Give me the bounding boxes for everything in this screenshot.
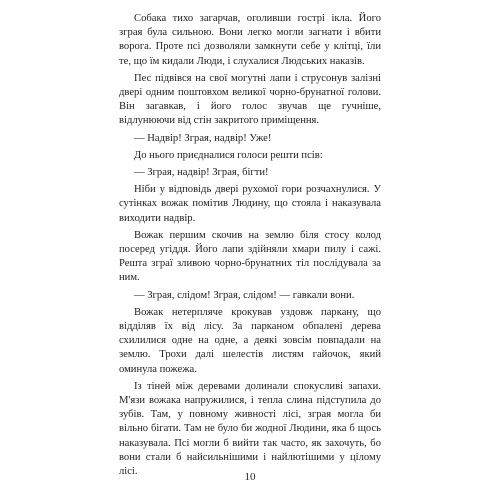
page-number: 10	[244, 471, 256, 483]
paragraph: Пес підвівся на свої могутні лапи і струсонув залізні двері одним поштовхом великої чорно-брунатної голови. Він загавкав, і його голос звучав ще гучніше, відлунюючи від стін закритого приміщення.	[119, 72, 381, 127]
paragraph: Вожак першим скочив на землю біля стосу колод посеред угіддя. Його лапи здійняли хмари пилу і сажі. Решта зграї зливою чорно-брунатних тіл послідувала за ним.	[119, 229, 381, 284]
body-text	[119, 12, 381, 482]
paragraph: До нього приєдналися голоси решти псів:	[134, 149, 323, 161]
paragraph: Ніби у відповідь двері рухомої гори розчахнулися. У сутінках вожак помітив Людину, що стояла і наказувала виходити надвір.	[119, 184, 381, 224]
dialogue-line: — Зграя, слідом! Зграя, слідом! — гавкали вони.	[134, 289, 355, 301]
dialogue-line: — Надвір! Зграя, надвір! Уже!	[134, 132, 272, 144]
dialogue-line: — Зграя, надвір! Зграя, бігти!	[134, 167, 269, 179]
paragraph: Собака тихо загарчав, оголивши гострі ікла. Його зграя була сильною. Вони легко могли загнати і вбити ворога. Проте псі дозволяли замкнути себе у клітці, їли те, що їм кидали Люди, і слухалися Людських наказів.	[119, 13, 381, 67]
paragraph: Із тіней між деревами долинали спокусливі запахи. М'язи вожака напружилися, і тепла слина підступила до зубів. Там, у повному живності лісі, зграя могла би вільно бігати. Там не було би жодної Людини, яка б щось наказувала. Псі могли б вийти так часто, як захочуть, бо вони стали б найсильнішими і найлютішими у цілому лісі.	[119, 380, 381, 478]
paragraph: Вожак нетерпляче крокував уздовж паркану, що відділяв їх від лісу. За парканом обпалені дерева схилилися одне на одне, а деякі зовсім повпадали на землю. Трохи далі шелестів листям гайочок, який оминула пожежа.	[119, 306, 381, 375]
